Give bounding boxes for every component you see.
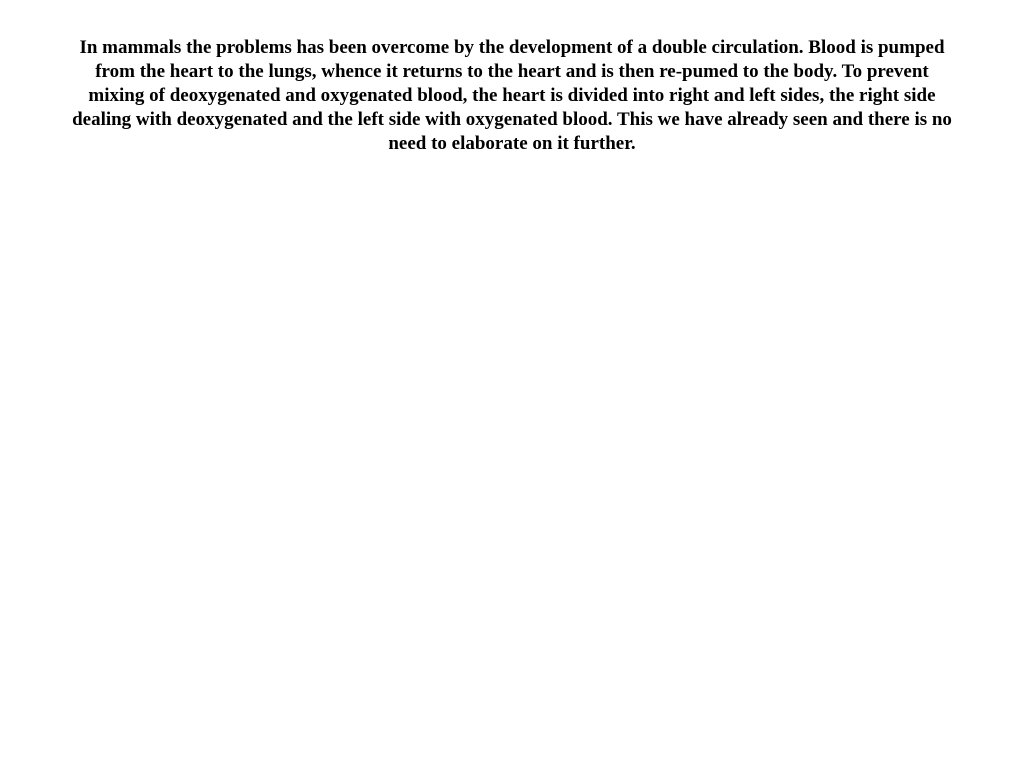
body-paragraph: In mammals the problems has been overcome by the development of a double circulation. Blood is pumped from the heart to the lungs, whence it returns to the heart and is then re-pumed to the body. To prevent mixing of deoxygenated and oxygenated blood, the heart is divided into right and left sides, the right side dealing with deoxygenated and the left side with oxygenated blood. This we have already seen and there is no need to elaborate on it further. <box>72 37 952 154</box>
